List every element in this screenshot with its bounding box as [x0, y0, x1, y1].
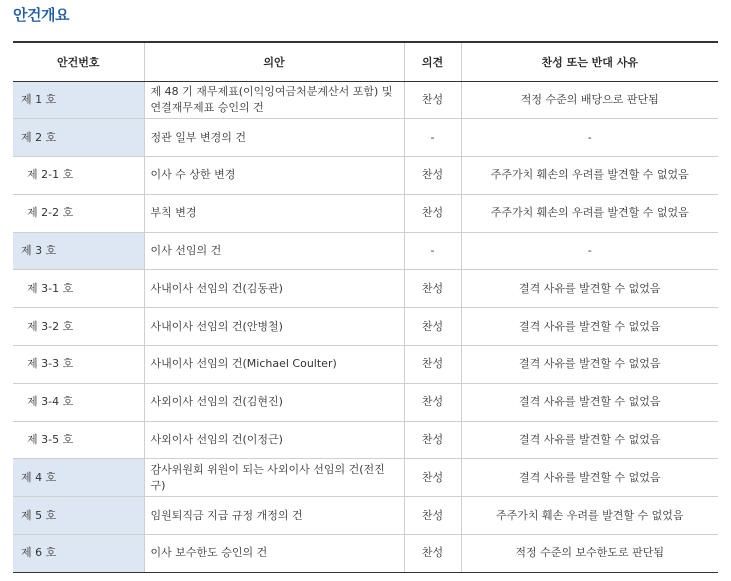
- reason: 주주가치 훼손의 우려를 발견할 수 없었음: [461, 194, 718, 232]
- header-reason: 찬성 또는 반대 사유: [461, 42, 718, 81]
- table-row: [13, 119, 718, 157]
- agenda-item-text: 제 48 기 재무제표(이익잉여금처분계산서 포함) 및: [150, 84, 393, 98]
- table-row: [13, 497, 718, 535]
- agenda-item-text: 감사위원회 위원이 되는 사외이사 선임의 건(전진구): [150, 462, 385, 492]
- agenda-item: [144, 157, 404, 195]
- agenda-item-text: 이사 선임의 건: [150, 244, 222, 258]
- opinion: -: [404, 119, 461, 157]
- agenda-number: 제 2-2 호: [13, 194, 144, 232]
- agenda-item: [144, 232, 404, 270]
- agenda-item-text-line2: 연결재무제표 승인의 건: [150, 100, 264, 114]
- table-row: [13, 270, 718, 308]
- agenda-item-text: 부칙 변경: [150, 206, 197, 220]
- opinion: 찬성: [404, 308, 461, 346]
- agenda-item-text: 임원퇴직금 지급 규정 개정의 건: [150, 508, 303, 522]
- agenda-table: [13, 41, 718, 573]
- agenda-item: [144, 535, 404, 573]
- opinion: 찬성: [404, 81, 461, 119]
- reason: 결격 사유를 발견할 수 없었음: [461, 270, 718, 308]
- header-agenda-number: 안건번호: [13, 42, 144, 81]
- opinion: 찬성: [404, 383, 461, 421]
- reason: 결격 사유를 발견할 수 없었음: [461, 308, 718, 346]
- agenda-number: 제 3 호: [13, 232, 144, 270]
- reason: -: [461, 232, 718, 270]
- reason: 결격 사유를 발견할 수 없었음: [461, 383, 718, 421]
- agenda-item-text: 사내이사 선임의 건(김동관): [150, 281, 283, 295]
- table-row: [13, 157, 718, 195]
- agenda-number: 제 3-5 호: [13, 421, 144, 459]
- reason: 결격 사유를 발견할 수 없었음: [461, 346, 718, 384]
- agenda-item: [144, 81, 404, 119]
- reason: 주주가치 훼손 우려를 발견할 수 없었음: [461, 497, 718, 535]
- agenda-number: 제 2 호: [13, 119, 144, 157]
- agenda-item: [144, 308, 404, 346]
- agenda-number: 제 5 호: [13, 497, 144, 535]
- reason: 주주가치 훼손의 우려를 발견할 수 없었음: [461, 157, 718, 195]
- agenda-number: 제 2-1 호: [13, 157, 144, 195]
- agenda-item-text: 정관 일부 변경의 건: [150, 130, 246, 144]
- opinion: 찬성: [404, 535, 461, 573]
- agenda-item-text: 사외이사 선임의 건(이정근): [150, 433, 283, 447]
- agenda-item: [144, 346, 404, 384]
- agenda-number: 제 3-1 호: [13, 270, 144, 308]
- agenda-item: [144, 194, 404, 232]
- opinion: 찬성: [404, 270, 461, 308]
- table-row: [13, 308, 718, 346]
- opinion: 찬성: [404, 421, 461, 459]
- agenda-number: 제 3-4 호: [13, 383, 144, 421]
- agenda-item-text: 사외이사 선임의 건(김현진): [150, 395, 283, 409]
- table-row: [13, 383, 718, 421]
- table-row: [13, 232, 718, 270]
- table-row: [13, 535, 718, 573]
- agenda-item: [144, 119, 404, 157]
- agenda-number: 제 1 호: [13, 81, 144, 119]
- reason: 적정 수준의 보수한도로 판단됨: [461, 535, 718, 573]
- agenda-item: [144, 270, 404, 308]
- table-row: [13, 194, 718, 232]
- agenda-number: 제 3-3 호: [13, 346, 144, 384]
- agenda-item-text: 사내이사 선임의 건(Michael Coulter): [150, 357, 337, 371]
- header-agenda-item: 의안: [144, 42, 404, 81]
- header-opinion: 의견: [404, 42, 461, 81]
- agenda-number: 제 3-2 호: [13, 308, 144, 346]
- page-title: 안건개요: [13, 6, 69, 24]
- agenda-item: [144, 459, 404, 497]
- agenda-item-text: 사내이사 선임의 건(안병철): [150, 319, 283, 333]
- agenda-item: [144, 421, 404, 459]
- table-row: [13, 421, 718, 459]
- table-header-row: [13, 42, 718, 81]
- agenda-number: 제 6 호: [13, 535, 144, 573]
- opinion: -: [404, 232, 461, 270]
- opinion: 찬성: [404, 194, 461, 232]
- reason: 적정 수준의 배당으로 판단됨: [461, 81, 718, 119]
- reason: 결격 사유를 발견할 수 없었음: [461, 421, 718, 459]
- opinion: 찬성: [404, 346, 461, 384]
- table-row: [13, 459, 718, 497]
- agenda-item: [144, 497, 404, 535]
- agenda-item-text: 이사 보수한도 승인의 건: [150, 546, 268, 560]
- table-row: [13, 81, 718, 119]
- opinion: 찬성: [404, 497, 461, 535]
- agenda-item: [144, 383, 404, 421]
- agenda-item-text: 이사 수 상한 변경: [150, 168, 236, 182]
- opinion: 찬성: [404, 157, 461, 195]
- table-row: [13, 346, 718, 384]
- agenda-number: 제 4 호: [13, 459, 144, 497]
- reason: 결격 사유를 발견할 수 없었음: [461, 459, 718, 497]
- opinion: 찬성: [404, 459, 461, 497]
- reason: -: [461, 119, 718, 157]
